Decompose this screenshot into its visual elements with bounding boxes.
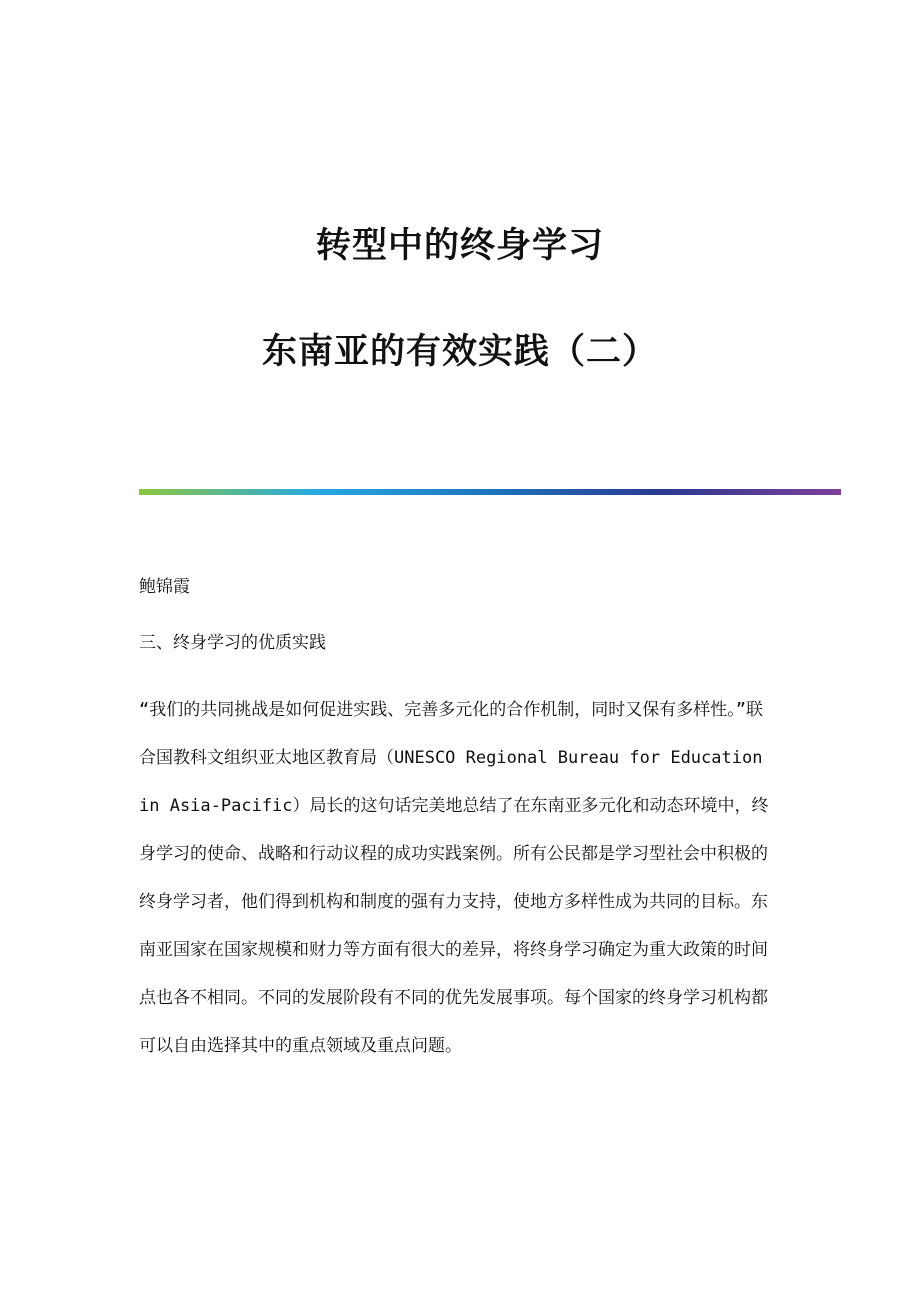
document-title-line-1: 转型中的终身学习 (315, 225, 604, 266)
document-title-line-2: 东南亚的有效实践（二） (261, 331, 658, 372)
body-paragraph: “我们的共同挑战是如何促进实践、完善多元化的合作机制，同时又保有多样性。”联合国教科文组织亚太地区教育局（UNESCO Regional Bureau for Education in Asia-Pacific）局长的这句话完美地总结了在东南亚多元化和动态环境中，终身学习的使命、战略和行动议程的成功实践案例。所有公民都是学习型社会中积极的终身学习者，他们得到机构和制度的强有力支持，使地方多样性成为共同的目标。东南亚国家在国家规模和财力等方面有很大的差异，将终身学习确定为重大政策的时间点也各不相同。不同的发展阶段有不同的优先发展事项。每个国家的终身学习机构都可以自由选择其中的重点领域及重点问题。 (139, 700, 769, 1056)
gradient-divider (139, 489, 841, 495)
author-name: 鲍锦霞 (139, 577, 190, 597)
section-heading: 三、终身学习的优质实践 (139, 633, 326, 653)
